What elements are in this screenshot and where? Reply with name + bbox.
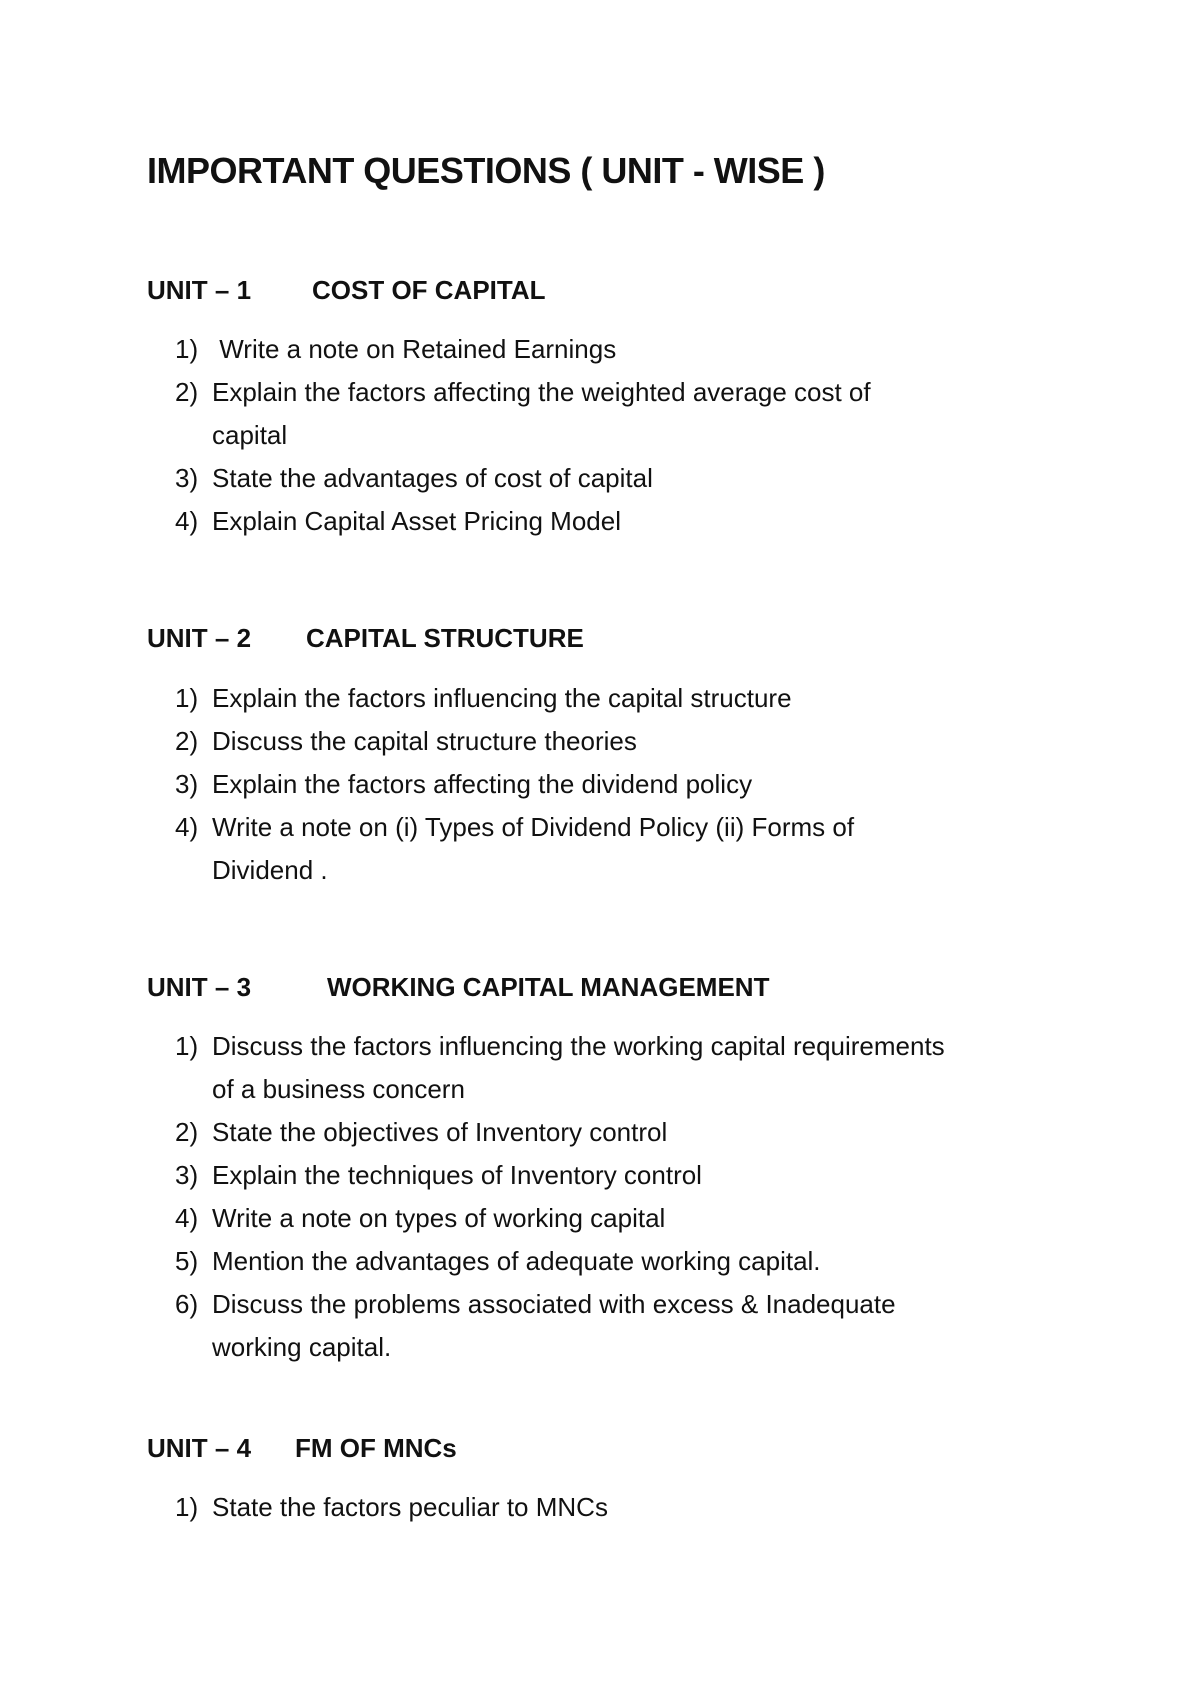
question-text: Explain the techniques of Inventory control <box>212 1160 702 1190</box>
question-number: 2) <box>175 377 199 407</box>
question-list-unit-4 <box>175 1486 608 1529</box>
question-list-unit-3 <box>175 1025 945 1369</box>
list-item <box>175 457 871 500</box>
question-text-continued: capital <box>212 420 288 450</box>
question-text: State the advantages of cost of capital <box>212 463 653 493</box>
unit-title: COST OF CAPITAL <box>312 275 546 305</box>
question-text: Discuss the capital structure theories <box>212 726 637 756</box>
unit-title: CAPITAL STRUCTURE <box>306 623 584 653</box>
list-item <box>175 328 871 371</box>
unit-number: UNIT – 4 <box>147 1433 252 1463</box>
question-text: Explain the factors affecting the weighted average cost of <box>212 377 871 407</box>
question-number: 1) <box>175 683 199 713</box>
question-text: Write a note on types of working capital <box>212 1203 666 1233</box>
question-text-continued: Dividend . <box>212 855 328 885</box>
question-text: Write a note on (i) Types of Dividend Policy (ii) Forms of <box>212 812 855 842</box>
list-item <box>175 1240 945 1283</box>
question-number: 1) <box>175 334 199 364</box>
question-text: Write a note on Retained Earnings <box>212 334 617 364</box>
question-number: 4) <box>175 812 199 842</box>
list-item <box>175 720 854 763</box>
question-list-unit-2 <box>175 677 854 892</box>
list-item <box>175 371 871 457</box>
unit-title: WORKING CAPITAL MANAGEMENT <box>327 972 770 1002</box>
question-number: 4) <box>175 506 199 536</box>
question-text: Mention the advantages of adequate working capital. <box>212 1246 821 1276</box>
question-text: State the factors peculiar to MNCs <box>212 1492 608 1522</box>
question-number: 5) <box>175 1246 199 1276</box>
question-number: 2) <box>175 1117 199 1147</box>
question-text-continued: of a business concern <box>212 1074 465 1104</box>
unit-heading-1 <box>147 275 546 306</box>
list-item <box>175 806 854 892</box>
unit-number: UNIT – 2 <box>147 623 252 653</box>
question-text-continued: working capital. <box>212 1332 392 1362</box>
question-number: 3) <box>175 463 199 493</box>
question-number: 3) <box>175 1160 199 1190</box>
list-item <box>175 500 871 543</box>
question-number: 2) <box>175 726 199 756</box>
unit-heading-4 <box>147 1433 457 1464</box>
unit-heading-2 <box>147 623 584 654</box>
question-text: Discuss the factors influencing the working capital requirements <box>212 1031 945 1061</box>
unit-title: FM OF MNCs <box>295 1433 457 1463</box>
question-text: Discuss the problems associated with excess & Inadequate <box>212 1289 896 1319</box>
list-item <box>175 1197 945 1240</box>
question-number: 3) <box>175 769 199 799</box>
unit-number: UNIT – 3 <box>147 972 252 1002</box>
list-item <box>175 1025 945 1111</box>
list-item <box>175 1283 945 1369</box>
question-text: State the objectives of Inventory control <box>212 1117 668 1147</box>
question-text: Explain the factors affecting the dividend policy <box>212 769 753 799</box>
list-item <box>175 763 854 806</box>
list-item <box>175 677 854 720</box>
question-text: Explain Capital Asset Pricing Model <box>212 506 621 536</box>
unit-number: UNIT – 1 <box>147 275 252 305</box>
question-number: 6) <box>175 1289 199 1319</box>
list-item <box>175 1111 945 1154</box>
page-title: IMPORTANT QUESTIONS ( UNIT - WISE ) <box>147 150 825 191</box>
question-text: Explain the factors influencing the capital structure <box>212 683 792 713</box>
question-number: 1) <box>175 1492 199 1522</box>
question-number: 4) <box>175 1203 199 1233</box>
list-item <box>175 1486 608 1529</box>
question-number: 1) <box>175 1031 199 1061</box>
question-list-unit-1 <box>175 328 871 543</box>
list-item <box>175 1154 945 1197</box>
unit-heading-3 <box>147 972 770 1003</box>
